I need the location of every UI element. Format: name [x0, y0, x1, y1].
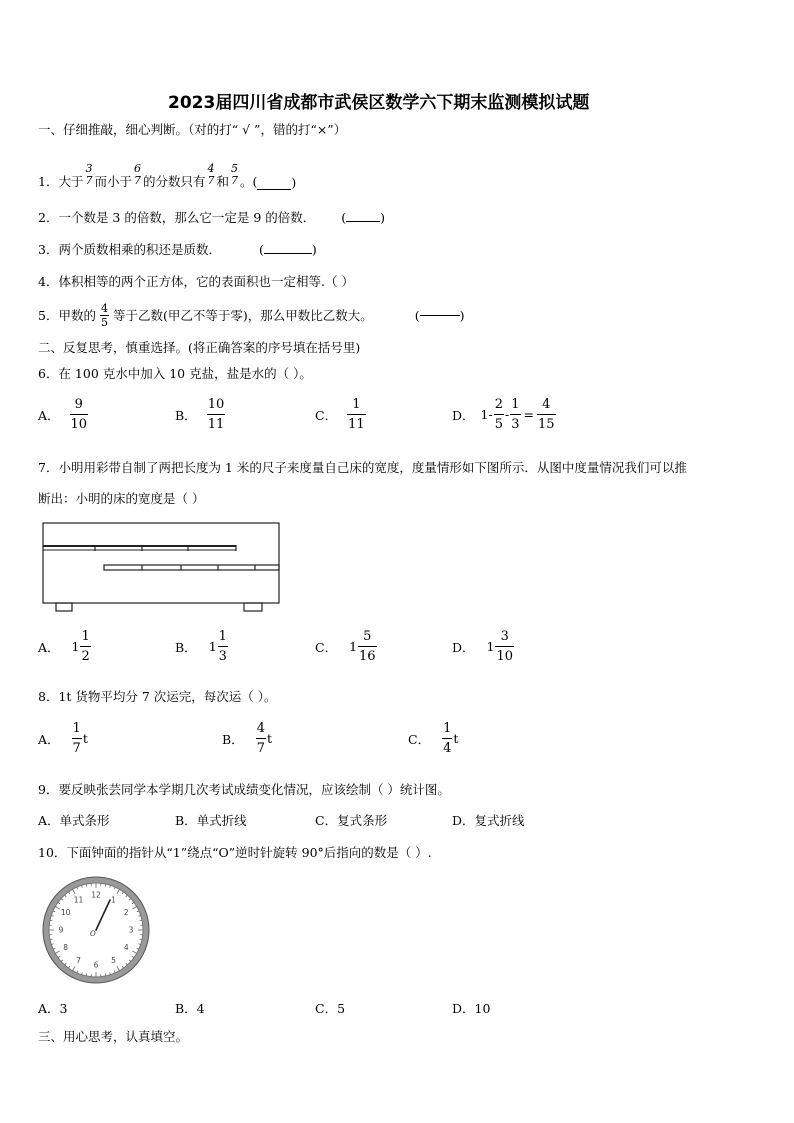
q2-close-paren: ) [380, 210, 386, 225]
clock-tick [86, 884, 87, 886]
clock-face [40, 874, 152, 986]
question-6: 6．在 100 克水中加入 10 克盐，盐是水的（ ）。 [38, 366, 312, 381]
q5-answer-blank[interactable] [420, 315, 460, 316]
page-title: 2023届四川省成都市武侯区数学六下期末监测模拟试题 [168, 93, 590, 113]
clock-number: 3 [128, 925, 134, 935]
q8-option-c[interactable]: C． $\frac{1}{4}$ t [408, 721, 459, 756]
clock-tick [86, 974, 87, 976]
q1-text-2: 而小于 [94, 174, 132, 189]
q9-option-d[interactable]: D．复式折线 [452, 813, 525, 828]
q1-fraction-4: 5 7 [231, 162, 239, 187]
question-8: 8．1t 货物平均分 7 次运完，每次运（ ）。 [38, 689, 277, 704]
q1-text-1: 大于 [58, 174, 84, 189]
clock-tick [140, 920, 142, 921]
q6-option-b[interactable]: B． $\frac{10}{11}$ [175, 397, 225, 432]
section1-heading: 一、仔细推敲，细心判断。（对的打“ √ ”，错的打“×”） [38, 122, 347, 137]
q6-option-d[interactable]: D． 1- $\frac{2}{5}$ - $\frac{1}{3}$ = $\frac{4}{15}$ [452, 397, 555, 432]
clock-number: 10 [60, 908, 71, 918]
q6-option-c[interactable]: C． $\frac{1}{11}$ [315, 397, 365, 432]
q9-option-b[interactable]: B．单式折线 [175, 813, 247, 828]
q2-text: 2．一个数是 3 的倍数，那么它一定是 9 的倍数． [38, 210, 316, 225]
section3-heading: 三、用心思考，认真填空。 [38, 1029, 189, 1044]
q7-option-b[interactable]: B． 1 $\frac{1}{3}$ [175, 629, 227, 664]
q2-open-paren: ( [341, 210, 347, 225]
q5-text-1: 5．甲数的 [38, 308, 96, 323]
clock-number: 5 [111, 955, 116, 965]
question-2 [38, 208, 385, 226]
q9-option-c[interactable]: C．复式条形 [315, 813, 388, 828]
clock-number: 9 [58, 925, 64, 935]
q1-text-5: 。( [240, 174, 258, 189]
q3-open-paren: ( [258, 242, 264, 257]
question-1 [38, 150, 296, 190]
clock-number: 8 [63, 943, 69, 953]
q1-fraction-1: 3 7 [85, 162, 93, 187]
q1-close-paren: ) [291, 175, 297, 190]
q1-fraction-2: 6 7 [133, 162, 141, 187]
q10-option-a[interactable]: A．3 [38, 1001, 68, 1016]
clock-number: 11 [73, 895, 84, 905]
clock-number: 1 [111, 895, 116, 905]
q8-option-b[interactable]: B． $\frac{4}{7}$ t [222, 721, 272, 756]
q1-fraction-3: 4 7 [207, 162, 215, 187]
question-10: 10．下面钟面的指针从“1”绕点“O”逆时针旋转 90°后指向的数是（ ）. [38, 845, 432, 860]
bed-ruler-figure [38, 520, 288, 616]
q1-answer-blank[interactable] [257, 189, 291, 190]
question-9: 9．要反映张芸同学本学期几次考试成绩变化情况，应该绘制（ ）统计图。 [38, 782, 450, 797]
clock-tick [105, 884, 106, 886]
clock-tick [50, 920, 52, 921]
q7-option-d[interactable]: D． 1 $\frac{3}{10}$ [452, 629, 514, 664]
clock-tick [105, 974, 106, 976]
q1-text-3: 的分数只有 [142, 174, 206, 189]
question-7-line-1: 7．小明用彩带自制了两把长度为 1 米的尺子来度量自己床的宽度，度量情形如下图所示．从图中度量情况我们可以推 [38, 460, 687, 475]
q5-text-2: 等于乙数(甲乙不等于零)，那么甲数比乙数大。 [112, 308, 373, 323]
q5-close-paren: ) [459, 307, 465, 323]
q10-option-b[interactable]: B．4 [175, 1001, 205, 1016]
section2-heading: 二、反复思考，慎重选择。(将正确答案的序号填在括号里) [38, 340, 361, 355]
clock-number: 12 [91, 890, 101, 900]
q10-option-c[interactable]: C．5 [315, 1001, 346, 1016]
q7-option-a[interactable]: A． 1 $\frac{1}{2}$ [38, 629, 90, 664]
q3-answer-blank[interactable] [264, 253, 312, 254]
q10-option-d[interactable]: D．10 [452, 1001, 491, 1016]
q5-open-paren: ( [414, 307, 420, 323]
question-3 [38, 240, 317, 258]
clock-tick [140, 939, 142, 940]
q8-option-a[interactable]: A． $\frac{1}{7}$ t [38, 721, 88, 756]
q9-option-a[interactable]: A．单式条形 [38, 813, 110, 828]
q1-text-4: 和 [216, 174, 230, 189]
q3-close-paren: ) [311, 242, 317, 257]
clock-center-label: O [90, 930, 96, 938]
clock-number: 7 [76, 955, 81, 965]
clock-number: 4 [123, 943, 129, 953]
q3-text: 3．两个质数相乘的积还是质数． [38, 242, 221, 257]
question-7-line-2: 断出：小明的床的宽度是（ ） [38, 491, 205, 506]
question-4: 4．体积相等的两个正方体，它的表面积也一定相等.（ ） [38, 274, 354, 289]
q6-option-a[interactable]: A． $\frac{9}{10}$ [38, 397, 88, 432]
clock-tick [50, 939, 52, 940]
clock-number: 6 [93, 960, 99, 970]
q1-number: 1． [38, 174, 59, 189]
question-5 [38, 298, 465, 332]
q5-fraction: $\frac{4}{5}$ [100, 301, 108, 329]
q7-option-c[interactable]: C． 1 $\frac{5}{16}$ [315, 629, 376, 664]
q2-answer-blank[interactable] [346, 221, 380, 222]
clock-number: 2 [123, 908, 129, 918]
